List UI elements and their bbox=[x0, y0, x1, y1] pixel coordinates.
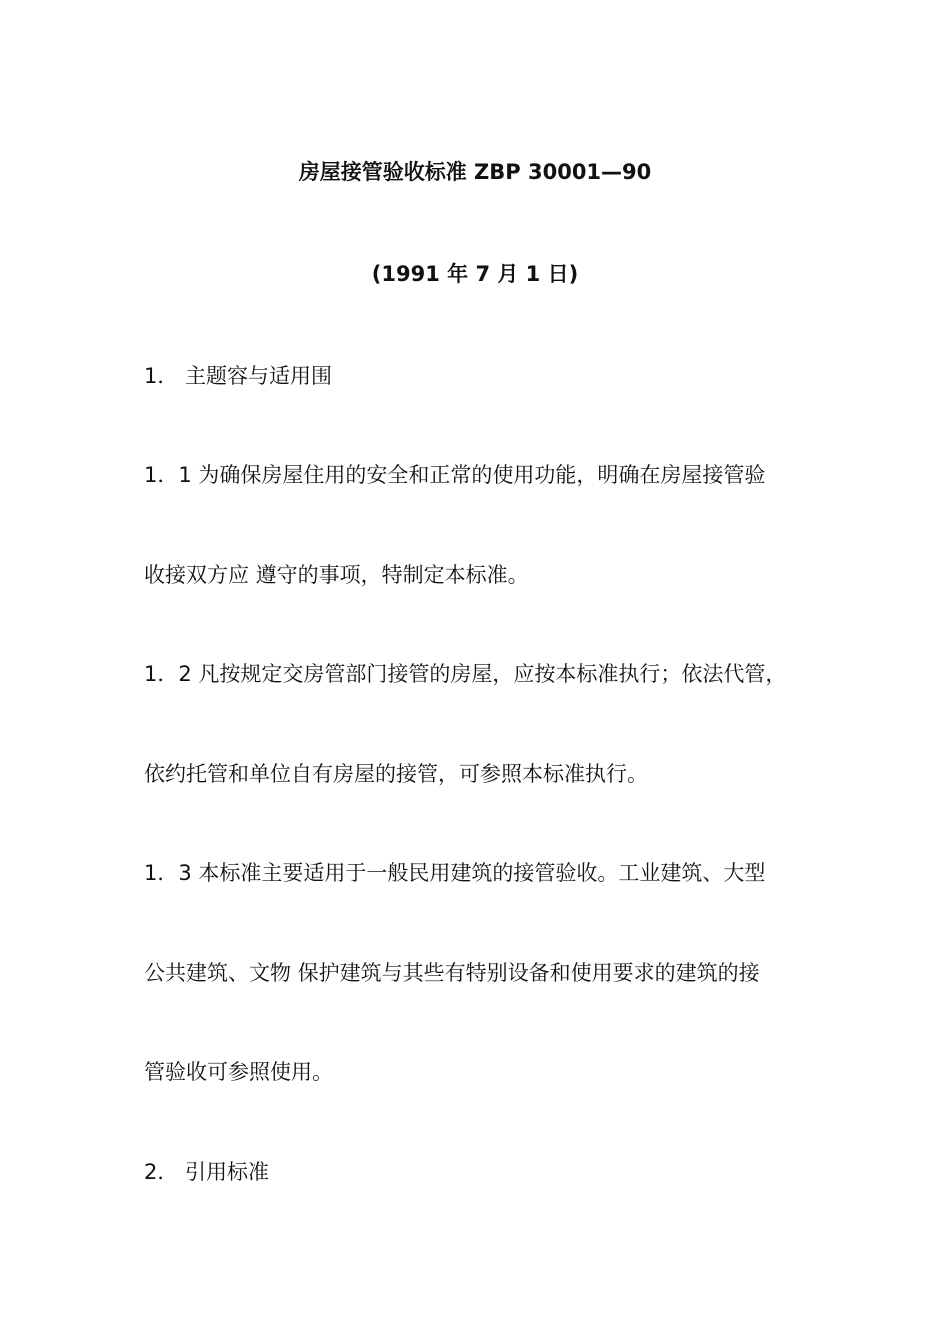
section-heading-1: 1． 主题容与适用围 bbox=[144, 364, 333, 388]
section-heading-2: 2． 引用标准 bbox=[144, 1160, 270, 1184]
paragraph-line: 1．2 凡按规定交房管部门接管的房屋，应按本标准执行；依法代管， bbox=[144, 662, 787, 686]
paragraph-line: 依约托管和单位自有房屋的接管，可参照本标准执行。 bbox=[144, 762, 648, 786]
paragraph-line: 1．1 为确保房屋住用的安全和正常的使用功能，明确在房屋接管验 bbox=[144, 463, 766, 487]
document-date: (1991 年 7 月 1 日) bbox=[371, 262, 579, 286]
paragraph-line: 1．3 本标准主要适用于一般民用建筑的接管验收。工业建筑、大型 bbox=[144, 861, 766, 885]
paragraph-line: 收接双方应 遵守的事项，特制定本标准。 bbox=[144, 563, 529, 587]
document-title: 房屋接管验收标准 ZBP 30001—90 bbox=[298, 160, 652, 184]
paragraph-line: 公共建筑、文物 保护建筑与其些有特别设备和使用要求的建筑的接 bbox=[144, 961, 760, 985]
paragraph-line: 管验收可参照使用。 bbox=[144, 1060, 333, 1084]
